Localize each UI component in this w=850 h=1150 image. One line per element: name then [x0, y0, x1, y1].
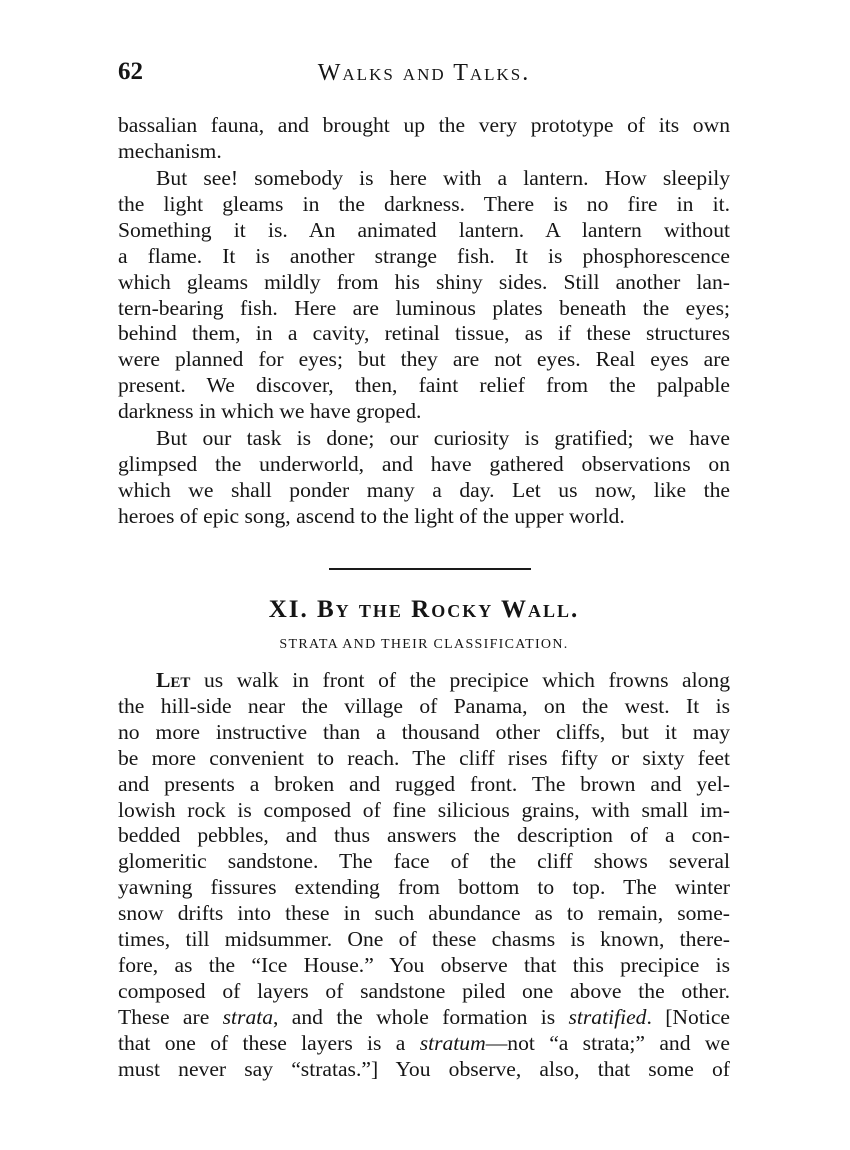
- text-segment: , and the whole formation is: [273, 1004, 569, 1029]
- text-line: bassalian fauna, and brought up the very prototype of its own: [118, 113, 730, 137]
- page-number: 62: [118, 58, 143, 85]
- text-line: behind them, in a cavity, retinal tissue, as if these structures: [118, 321, 730, 346]
- text-line: be more convenient to reach. The cliff rises fifty or sixty feet: [118, 745, 730, 770]
- text-line: were planned for eyes; but they are not eyes. Real eyes are: [118, 347, 730, 372]
- text-line: But our task is done; our curiosity is gratified; we have: [156, 426, 730, 450]
- text-line: times, till midsummer. One of these chasms is known, there-: [118, 927, 730, 952]
- italic-term: strata: [222, 1004, 274, 1029]
- chapter-subtitle: STRATA AND THEIR CLASSIFICATION.: [279, 637, 569, 652]
- text-line: no more instructive than a thousand other cliffs, but it may: [118, 719, 730, 744]
- chapter-title: XI. By the Rocky Wall.: [268, 596, 580, 623]
- text-line: [118, 1031, 730, 1057]
- text-segment: These are: [118, 1004, 223, 1029]
- page-header: [118, 58, 730, 92]
- text-line: But see! somebody is here with a lantern. How sleepily: [156, 166, 730, 190]
- text-segment: us walk in front of the precipice which frowns along: [190, 668, 730, 692]
- text-line: a flame. It is another strange fish. It is phosphorescence: [118, 243, 730, 268]
- text-segment: —not “a strata;” and we: [485, 1030, 731, 1055]
- section-divider: [329, 568, 531, 570]
- rocky-wall-paragraph: [118, 668, 730, 1083]
- italic-term: stratified: [568, 1004, 647, 1029]
- text-line: [118, 668, 730, 694]
- text-line: tern-bearing fish. Here are luminous plates beneath the eyes;: [118, 295, 730, 320]
- text-line: heroes of epic song, ascend to the light of the upper world.: [118, 503, 625, 528]
- text-segment: that one of these layers is a: [118, 1030, 420, 1055]
- text-line: present. We discover, then, faint relief from the palpable: [118, 373, 730, 398]
- text-line: yawning fissures extending from bottom to top. The winter: [118, 875, 730, 900]
- lantern-fish-paragraph: [118, 166, 730, 425]
- running-head: Walks and Talks.: [317, 60, 531, 86]
- task-done-paragraph: [118, 426, 730, 530]
- text-line: which we shall ponder many a day. Let us now, like the: [118, 477, 730, 502]
- text-line: fore, as the “Ice House.” You observe that this precipice is: [118, 952, 730, 977]
- text-line: bedded pebbles, and thus answers the description of a con-: [118, 823, 730, 848]
- opening-word: Let: [156, 668, 191, 692]
- text-line: lowish rock is composed of fine silicious grains, with small im-: [118, 797, 730, 822]
- text-line: darkness in which we have groped.: [118, 399, 422, 424]
- italic-term: stratum: [419, 1030, 486, 1055]
- text-line: the light gleams in the darkness. There is no fire in it.: [118, 191, 730, 216]
- text-segment: . [Notice: [646, 1004, 730, 1029]
- text-line: snow drifts into these in such abundance as to remain, some-: [118, 901, 730, 926]
- text-line: and presents a broken and rugged front. The brown and yel-: [118, 771, 730, 796]
- text-line: the hill-side near the village of Panama, on the west. It is: [118, 693, 730, 718]
- text-line: mechanism.: [118, 138, 222, 163]
- text-line: Something it is. An animated lantern. A lantern without: [118, 217, 730, 242]
- text-line: [118, 1005, 730, 1031]
- text-line: composed of layers of sandstone piled one above the other.: [118, 978, 730, 1003]
- text-line: must never say “stratas.”] You observe, also, that some of: [118, 1056, 730, 1081]
- text-line: glomeritic sandstone. The face of the cliff shows several: [118, 849, 730, 874]
- text-line: glimpsed the underworld, and have gathered observations on: [118, 451, 730, 476]
- continuation-paragraph: [118, 113, 730, 165]
- text-line: which gleams mildly from his shiny sides. Still another lan-: [118, 269, 730, 294]
